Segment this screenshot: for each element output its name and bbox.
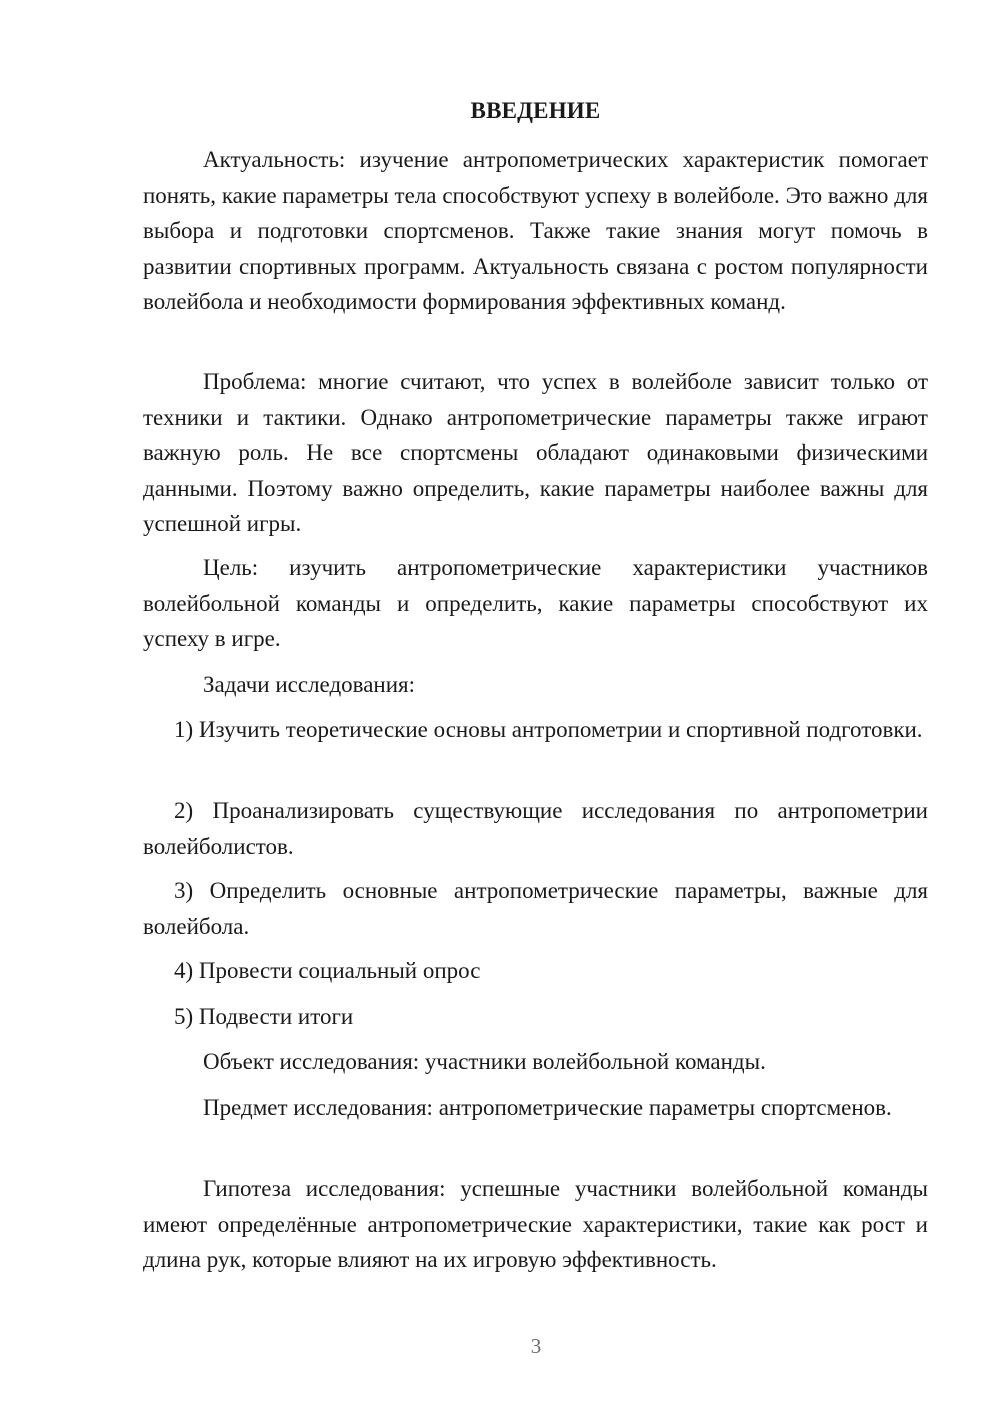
paragraph-relevance: Актуальность: изучение антропометрических характеристик помогает понять, какие параметры тела способствуют успеху в волейболе. Это важно для выбора и подготовки спортсменов. Также такие знания могут помочь в развитии спортивных программ. Актуальность связана с ростом популярности волейбола и необходимости формирования эффективных команд. [143,147,928,314]
page-number: 3 [530,1334,542,1358]
paragraph-problem: Проблема: многие считают, что успех в волейболе зависит только от техники и тактики. Однако антропометрические параметры также играют важную роль. Не все спортсмены обладают одинаковыми физическими данными. Поэтому важно определить, какие параметры наиболее важны для успешной игры. [143,369,928,536]
task-item-1: 1) Изучить теоретические основы антропометрии и спортивной подготовки. [174,717,923,742]
task-item-2: 2) Проанализировать существующие исследования по антропометрии волейболистов. [143,798,928,859]
page-title: ВВЕДЕНИЕ [470,98,601,123]
paragraph-tasks-heading: Задачи исследования: [203,672,416,697]
task-item-4: 4) Провести социальный опрос [174,958,481,983]
task-item-3: 3) Определить основные антропометрические параметры, важные для волейбола. [143,878,928,939]
task-item-5: 5) Подвести итоги [174,1004,354,1029]
paragraph-hypothesis: Гипотеза исследования: успешные участники волейбольной команды имеют определённые антропометрические характеристики, такие как рост и длина рук, которые влияют на их игровую эффективность. [143,1176,928,1272]
paragraph-subject: Предмет исследования: антропометрические параметры спортсменов. [203,1095,892,1120]
paragraph-object: Объект исследования: участники волейбольной команды. [203,1049,766,1074]
paragraph-goal: Цель: изучить антропометрические характеристики участников волейбольной команды и определить, какие параметры способствуют их успеху в игре. [143,555,928,651]
